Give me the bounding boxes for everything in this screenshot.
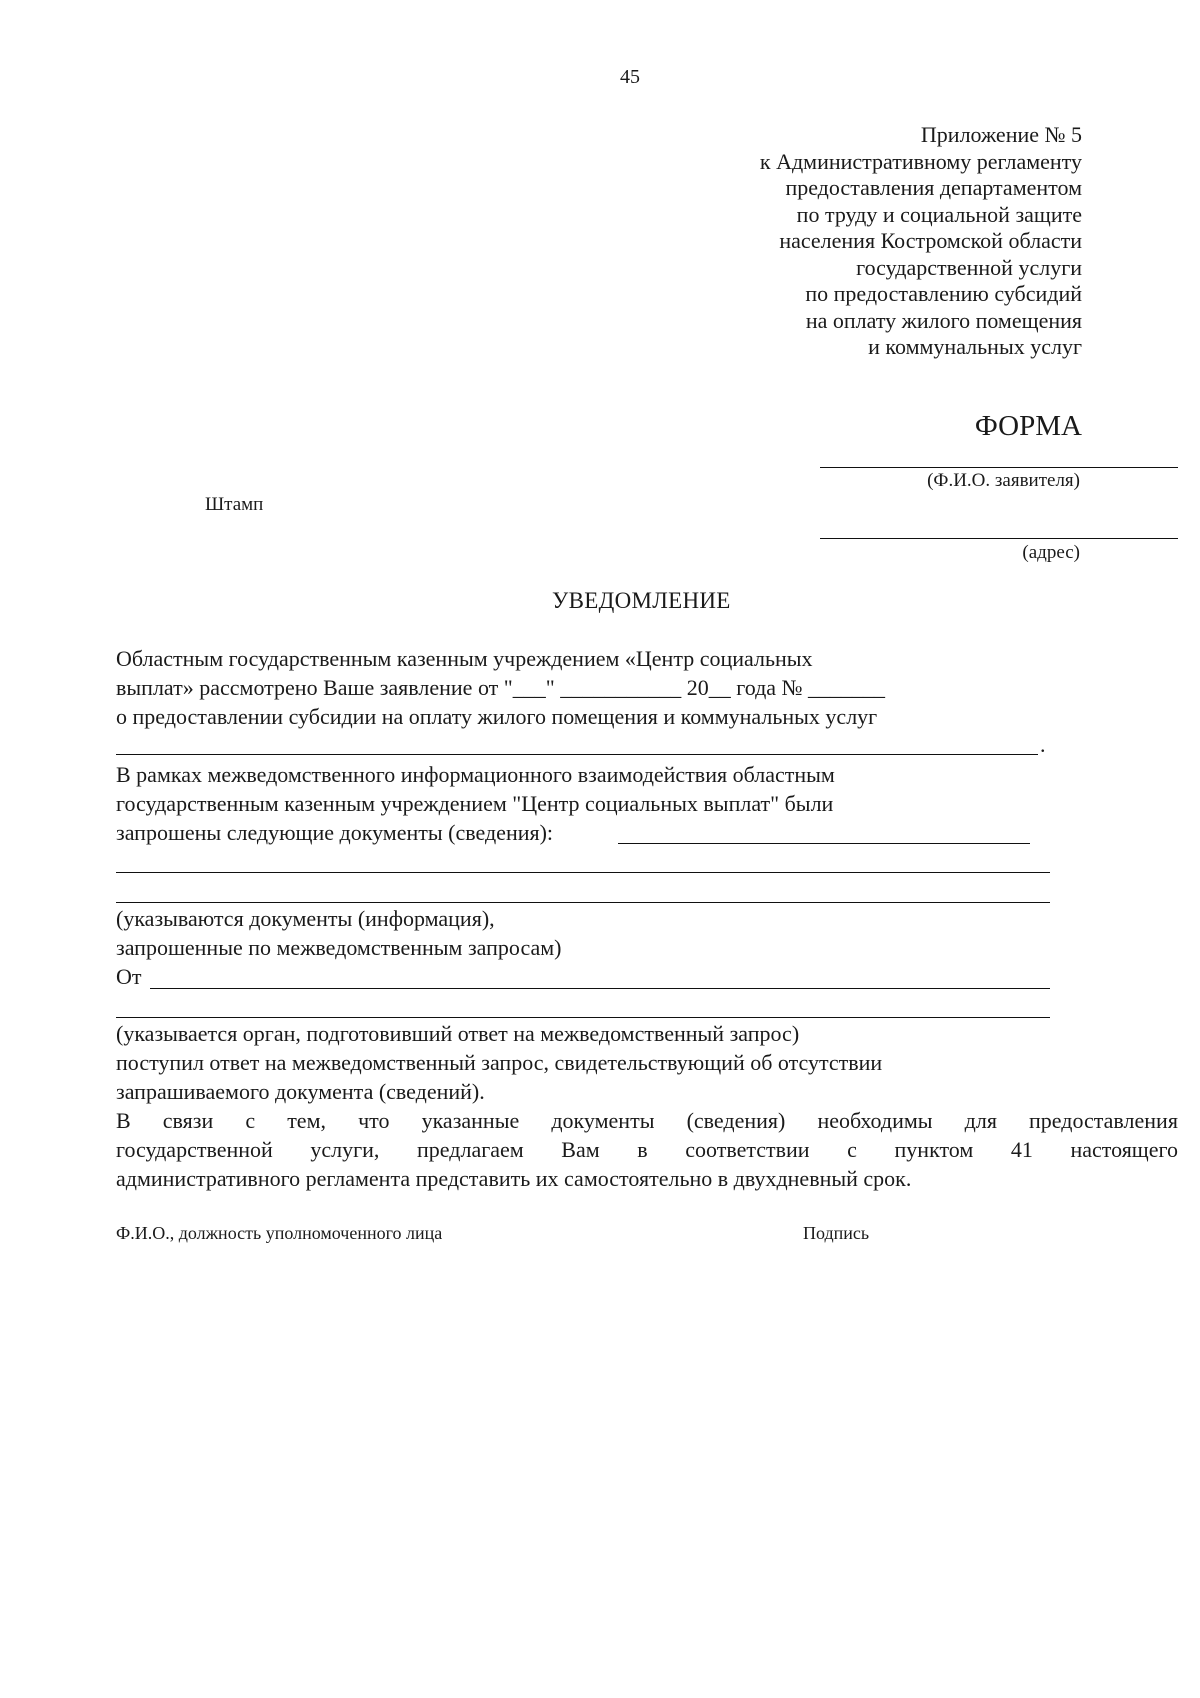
official-label: Ф.И.О., должность уполномоченного лица xyxy=(116,1223,443,1243)
body-text: поступил ответ на межведомственный запрос, свидетельствующий об отсутствии xyxy=(116,1050,883,1075)
appendix-header xyxy=(760,122,1082,361)
body-text: выплат» рассмотрено Ваше заявление от "___" ___________ 20__ года № _______ xyxy=(116,675,886,700)
fill-line xyxy=(116,754,1038,755)
address-caption: (адрес) xyxy=(1022,542,1080,563)
body-text: административного регламента представить их самостоятельно в двухдневный срок. xyxy=(116,1166,912,1191)
body-text: Областным государственным казенным учреждением «Центр социальных xyxy=(116,646,813,671)
body-text: запрошенные по межведомственным запросам) xyxy=(116,935,562,960)
address-line xyxy=(820,538,1178,539)
body-text: (указываются документы (информация), xyxy=(116,906,495,931)
from-label: От xyxy=(116,964,142,989)
body-text-justified xyxy=(116,1108,1178,1134)
word: государственной xyxy=(116,1137,273,1162)
body-text: (указывается орган, подготовивший ответ на межведомственный запрос) xyxy=(116,1021,800,1046)
word: (сведения) xyxy=(686,1108,786,1133)
fill-line xyxy=(116,872,1050,873)
body-text: В рамках межведомственного информационного взаимодействия областным xyxy=(116,762,835,787)
word: предлагаем xyxy=(417,1137,524,1162)
fill-line xyxy=(618,843,1030,844)
body-text: запрашиваемого документа (сведений). xyxy=(116,1079,485,1104)
fill-line xyxy=(116,1017,1050,1018)
word: предоставления xyxy=(1029,1108,1178,1133)
word: настоящего xyxy=(1070,1137,1178,1162)
appendix-line: на оплату жилого помещения xyxy=(805,307,1082,333)
word: Вам xyxy=(561,1137,600,1162)
page-number: 45 xyxy=(620,66,640,88)
body-text-justified xyxy=(116,1137,1178,1163)
word: указанные xyxy=(421,1108,520,1133)
body-text: государственным казенным учреждением "Центр социальных выплат" были xyxy=(116,791,834,816)
stamp-label: Штамп xyxy=(205,494,264,515)
word: услуги, xyxy=(310,1137,380,1162)
word: 41 xyxy=(1010,1137,1033,1162)
fill-line xyxy=(116,902,1050,903)
appendix-line: населения Костромской области xyxy=(779,228,1082,253)
word: связи xyxy=(162,1108,214,1133)
appendix-line: по труду и социальной защите xyxy=(796,201,1082,227)
word: необходимы xyxy=(817,1108,933,1133)
form-label: ФОРМА xyxy=(974,410,1082,442)
word: для xyxy=(964,1108,997,1133)
word: с xyxy=(847,1137,857,1162)
document-title: УВЕДОМЛЕНИЕ xyxy=(552,588,731,613)
word: документы xyxy=(551,1108,655,1133)
appendix-line: и коммунальных услуг xyxy=(868,334,1082,359)
fill-line xyxy=(150,988,1050,989)
appendix-line: государственной услуги xyxy=(856,254,1082,280)
appendix-line: предоставления департаментом xyxy=(785,175,1082,200)
applicant-caption: (Ф.И.О. заявителя) xyxy=(927,470,1080,491)
body-text: о предоставлении субсидии на оплату жилого помещения и коммунальных услуг xyxy=(116,704,878,729)
word: В xyxy=(116,1108,131,1133)
signature-label: Подпись xyxy=(803,1223,870,1243)
body-text: запрошены следующие документы (сведения): xyxy=(116,820,554,845)
appendix-line: к Административному регламенту xyxy=(759,148,1082,174)
appendix-line: по предоставлению субсидий xyxy=(805,281,1082,306)
word: соответствии xyxy=(685,1137,810,1162)
word: в xyxy=(637,1137,648,1162)
word: что xyxy=(358,1108,390,1133)
body-text: . xyxy=(1040,732,1046,757)
word: с xyxy=(245,1108,256,1133)
word: пунктом xyxy=(894,1137,974,1162)
appendix-line: Приложение № 5 xyxy=(920,122,1082,147)
word: тем, xyxy=(287,1108,326,1133)
applicant-name-line xyxy=(820,467,1178,468)
